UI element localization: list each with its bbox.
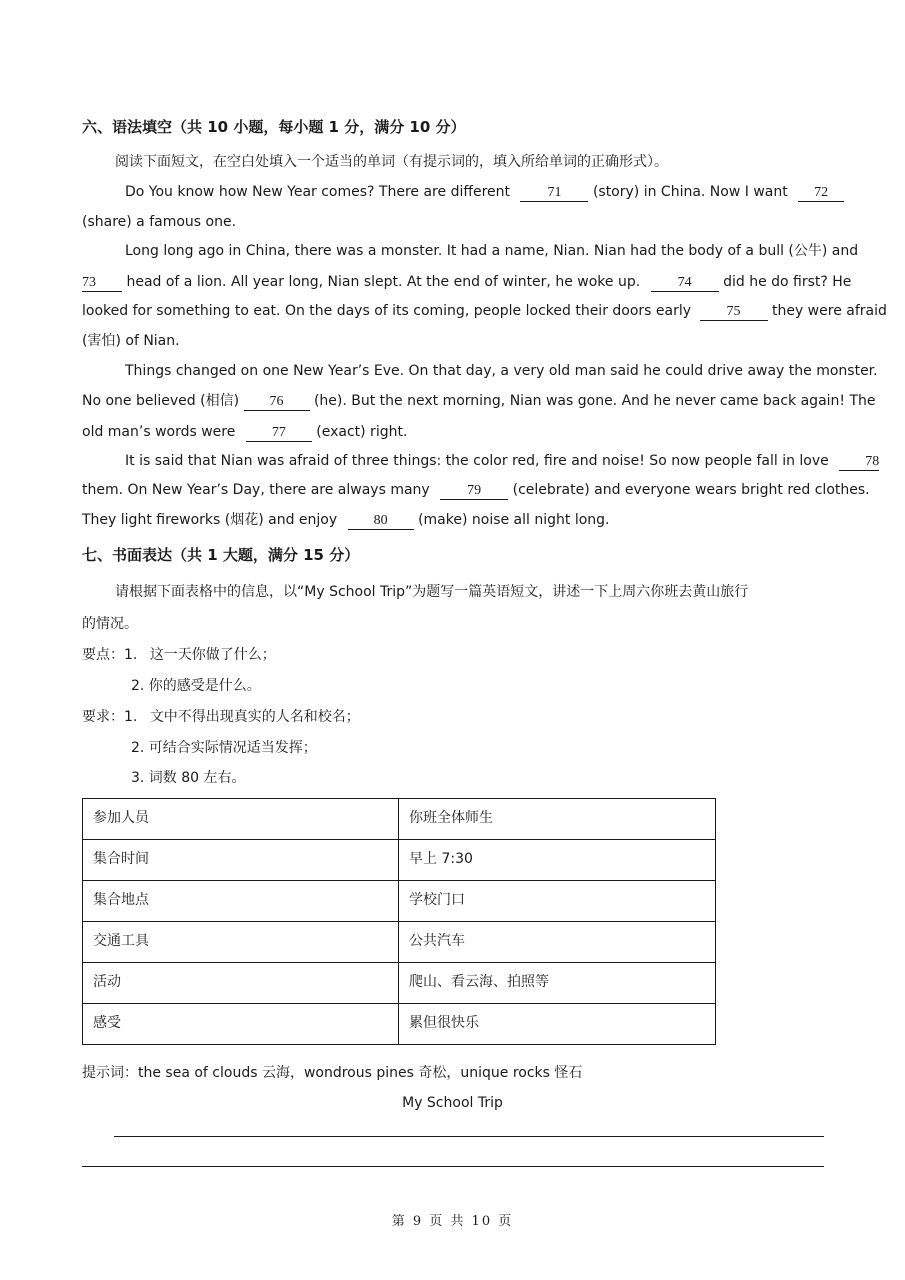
writing-line[interactable] — [82, 1166, 824, 1167]
passage-text: It is said that Nian was afraid of three things: the color red, fire and noise! So now people fall in love — [125, 453, 829, 469]
passage-line — [125, 451, 880, 471]
blank-71[interactable]: 71 — [520, 184, 588, 202]
req-label: 要求：1. — [82, 709, 138, 725]
table-row — [83, 881, 716, 922]
essay-title: My School Trip — [402, 1095, 503, 1111]
table-row — [83, 840, 716, 881]
blank-73[interactable]: 73 — [82, 274, 122, 292]
passage-text: Things changed on one New Year’s Eve. On that day, a very old man said he could drive away the monster. — [125, 363, 878, 379]
req-2: 2. 可结合实际情况适当发挥； — [131, 740, 317, 756]
table-value-cell: 你班全体师生 — [399, 799, 716, 840]
passage-text: head of a lion. All year long, Nian slept. At the end of winter, he woke up. — [126, 274, 641, 290]
writing-line[interactable] — [114, 1136, 824, 1137]
info-table — [82, 798, 716, 1045]
passage-text: Do You know how New Year comes? There are different — [125, 184, 511, 200]
section7-title: 七、书面表达（共 1 大题，满分 15 分） — [82, 546, 360, 564]
section6-instruction: 阅读下面短文，在空白处填入一个适当的单词（有提示词的，填入所给单词的正确形式）。 — [115, 154, 668, 170]
passage-text: (he). But the next morning, Nian was gone. And he never came back again! The — [313, 393, 876, 409]
points-label: 要点：1. — [82, 647, 138, 663]
point-2: 2. 你的感受是什么。 — [131, 678, 261, 694]
req-3: 3. 词数 80 左右。 — [131, 770, 246, 786]
table-value-cell: 早上 7:30 — [399, 840, 716, 881]
passage-text: they were afraid — [771, 303, 887, 319]
table-key-cell: 集合地点 — [83, 881, 399, 922]
blank-78[interactable]: 78 — [839, 453, 879, 471]
passage-text: them. On New Year’s Day, there are always many — [82, 482, 430, 498]
section6-title: 六、语法填空（共 10 小题，每小题 1 分，满分 10 分） — [82, 118, 466, 136]
passage-text: (make) noise all night long. — [418, 512, 610, 528]
passage-text: old man’s words were — [82, 424, 236, 440]
table-key-cell: 参加人员 — [83, 799, 399, 840]
passage-text: Long long ago in China, there was a monster. It had a name, Nian. Nian had the body of a bull (公牛) and — [125, 243, 859, 259]
table-row — [83, 922, 716, 963]
passage-text: (story) in China. Now I want — [592, 184, 788, 200]
blank-77[interactable]: 77 — [246, 424, 312, 442]
req-line-1 — [82, 707, 827, 727]
passage-line — [82, 510, 827, 530]
blank-75[interactable]: 75 — [700, 303, 768, 321]
blank-79[interactable]: 79 — [440, 482, 508, 500]
table-key-cell: 活动 — [83, 963, 399, 1004]
passage-text: No one believed (相信) — [82, 393, 240, 409]
passage-line — [125, 182, 870, 202]
passage-line — [82, 272, 852, 292]
table-key-cell: 交通工具 — [83, 922, 399, 963]
blank-76[interactable]: 76 — [244, 393, 310, 411]
passage-text: (exact) right. — [316, 424, 408, 440]
passage-text: They light fireworks (烟花) and enjoy — [82, 512, 338, 528]
passage-text: looked for something to eat. On the days of its coming, people locked their doors early — [82, 303, 692, 319]
blank-80[interactable]: 80 — [348, 512, 414, 530]
table-key-cell: 感受 — [83, 1004, 399, 1045]
table-value-cell: 学校门口 — [399, 881, 716, 922]
page-footer: 第 9 页 共 10 页 — [391, 1214, 514, 1229]
passage-line — [82, 480, 870, 500]
table-row — [83, 799, 716, 840]
table-key-cell: 集合时间 — [83, 840, 399, 881]
table-row — [83, 1004, 716, 1045]
blank-72[interactable]: 72 — [798, 184, 844, 202]
blank-74[interactable]: 74 — [651, 274, 719, 292]
passage-text: did he do first? He — [723, 274, 852, 290]
points-line-1 — [82, 645, 827, 665]
table-value-cell: 爬山、看云海、拍照等 — [399, 963, 716, 1004]
table-value-cell: 累但很快乐 — [399, 1004, 716, 1045]
section7-intro-cont: 的情况。 — [82, 616, 138, 632]
passage-text: (celebrate) and everyone wears bright red clothes. — [512, 482, 870, 498]
passage-text: (share) a famous one. — [82, 214, 237, 230]
table-row — [83, 963, 716, 1004]
passage-text: (害怕) of Nian. — [82, 333, 180, 349]
section7-intro: 请根据下面表格中的信息，以“My School Trip”为题写一篇英语短文，讲述一下上周六你班去黄山旅行 — [115, 584, 749, 600]
passage-line — [82, 391, 876, 411]
passage-line — [82, 301, 887, 321]
passage-line — [82, 422, 827, 442]
table-value-cell: 公共汽车 — [399, 922, 716, 963]
req-1: 文中不得出现真实的人名和校名； — [149, 709, 360, 725]
hint-line: 提示词：the sea of clouds 云海，wondrous pines 奇松，unique rocks 怪石 — [82, 1065, 583, 1081]
point-1: 这一天你做了什么； — [149, 647, 276, 663]
